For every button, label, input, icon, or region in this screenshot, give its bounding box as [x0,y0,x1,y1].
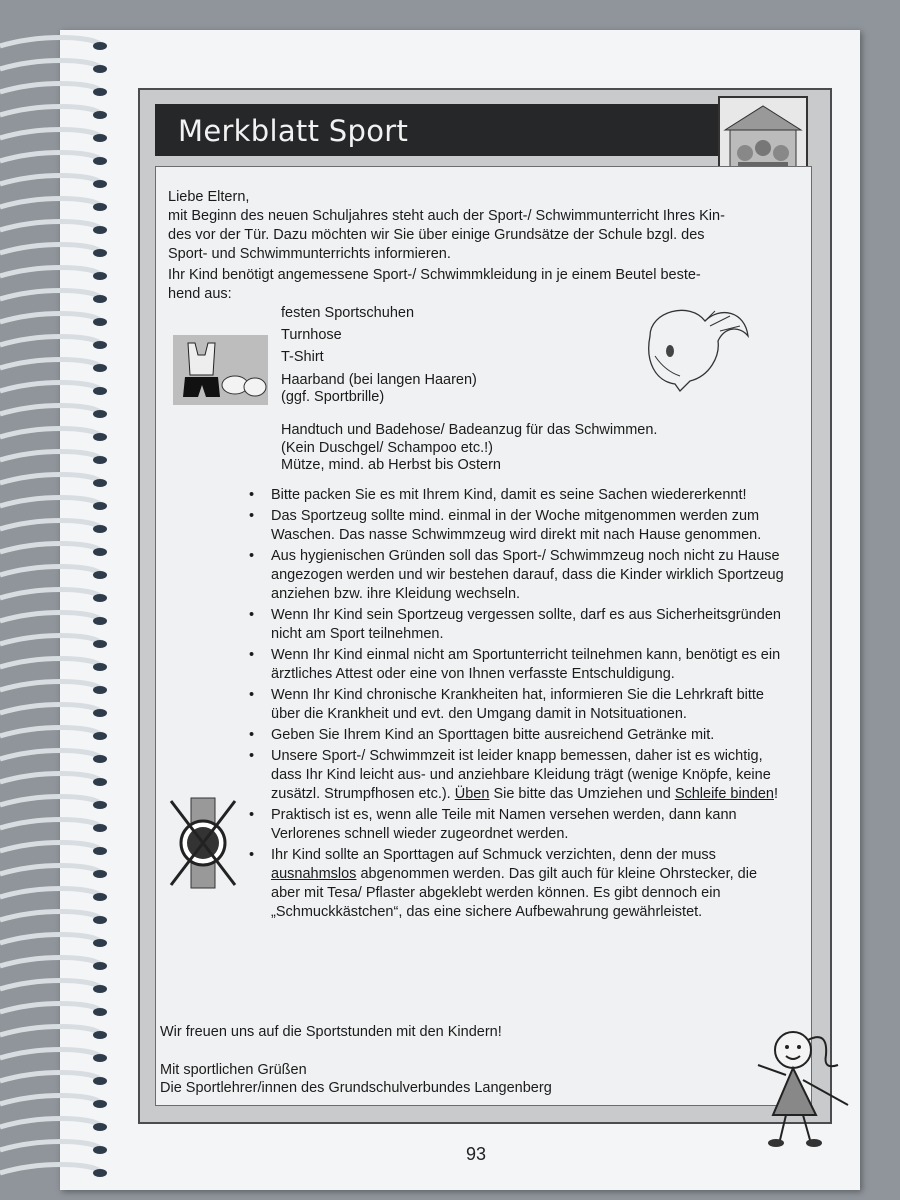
binding-ring [0,521,100,530]
binding-hole [93,617,107,625]
binding-ring [0,866,100,875]
binding-hole [93,801,107,809]
binding-hole [93,502,107,510]
binding-hole [93,824,107,832]
rule-item: • Wenn Ihr Kind sein Sportzeug vergessen sollte, darf es aus Sicherheitsgründen nicht am Sport teilnehmen. [249,607,781,642]
binding-ring [0,613,100,622]
binding-hole [93,295,107,303]
binding-hole [93,410,107,418]
binding-ring [0,61,100,70]
rule-item: • Wenn Ihr Kind chronische Krankheiten hat, informieren Sie die Lehrkraft bitte über die Krankheit und evt. den Umgang damit in Notsituationen. [249,687,764,722]
rule-item: • Unsere Sport-/ Schwimmzeit ist leider knapp bemessen, daher ist es wichtig, dass Ihr Kind leicht aus- und anziehbare Kleidung trägt (wenige Knöpfe, keine zusätzl. Strumpfhosen etc.). Üben Sie bitte das Umziehen und Schleife binden! [249,748,779,802]
binding-ring [0,406,100,415]
binding-ring [0,751,100,760]
intro-line: Ihr Kind benötigt angemessene Sport-/ Schwimmkleidung in je einem Beutel beste- [168,267,701,283]
binding-hole [93,916,107,924]
binding-ring [0,498,100,507]
binding-hole [93,686,107,694]
binding-hole [93,594,107,602]
closing-line: Wir freuen uns auf die Sportstunden mit den Kindern! [160,1024,502,1040]
binding-ring [0,636,100,645]
signoff: Mit sportlichen Grüßen [160,1062,307,1078]
binding-ring [0,1050,100,1059]
binding-hole [93,1008,107,1016]
binding-ring [0,958,100,967]
binding-ring [0,383,100,392]
binding-ring [0,314,100,323]
binding-ring [0,843,100,852]
binding-ring [0,452,100,461]
binding-hole [93,65,107,73]
binding-ring [0,130,100,139]
binding-ring [0,935,100,944]
binding-ring [0,590,100,599]
binding-ring [0,544,100,553]
binding-hole [93,1031,107,1039]
binding-ring [0,912,100,921]
clothing-item: Handtuch und Badehose/ Badeanzug für das Schwimmen. [281,422,658,438]
intro-line: hend aus: [168,286,232,302]
binding-hole [93,962,107,970]
binding-ring [0,222,100,231]
binding-hole [93,985,107,993]
girl-with-ponytail-illustration [620,296,755,396]
binding-ring [0,774,100,783]
binding-ring [0,176,100,185]
binding-ring [0,291,100,300]
binding-ring [0,682,100,691]
binding-hole [93,272,107,280]
clothing-item: (Kein Duschgel/ Schampoo etc.!) [281,440,493,456]
binding-hole [93,640,107,648]
binding-ring [0,1119,100,1128]
binding-ring [0,889,100,898]
rule-item: • Geben Sie Ihrem Kind an Sporttagen bitte ausreichend Getränke mit. [249,727,715,743]
binding-hole [93,571,107,579]
binding-hole [93,249,107,257]
intro-line: des vor der Tür. Dazu möchten wir Sie über einige Grundsätze der Schule bzgl. des [168,227,705,243]
binding-hole [93,1100,107,1108]
binding-ring [0,567,100,576]
binding-ring [0,1165,100,1174]
binding-hole [93,318,107,326]
binding-hole [93,1123,107,1131]
rule-item: • Bitte packen Sie es mit Ihrem Kind, damit es seine Sachen wiedererkennt! [249,487,747,503]
binding-ring [0,429,100,438]
binding-ring [0,1027,100,1036]
binding-hole [93,525,107,533]
rule-item: • Ihr Kind sollte an Sporttagen auf Schmuck verzichten, denn der muss ausnahmslos abgenommen werden. Das gilt auch für kleine Ohrstecker, die aber mit Tesa/ Pflaster abgeklebt werden können. Es gibt dennoch ein „Schmuckkästchen“, das eine sichere Aufbewahrung gewährleistet. [249,847,758,920]
binding-hole [93,456,107,464]
binding-hole [93,893,107,901]
page-title: Merkblatt Sport [178,114,409,148]
rule-item: • Praktisch ist es, wenn alle Teile mit Namen versehen werden, dann kann Verlorenes schnell wieder zugeordnet werden. [249,807,737,842]
greeting: Liebe Eltern, [168,189,250,205]
binding-hole [93,226,107,234]
binding-ring [0,475,100,484]
binding-ring [0,1004,100,1013]
page-number: 93 [466,1144,487,1164]
binding-ring [0,153,100,162]
intro-line: mit Beginn des neuen Schuljahres steht auch der Sport-/ Schwimmunterricht Ihres Kin- [168,208,725,224]
rule-item: • Aus hygienischen Gründen soll das Sport-/ Schwimmzeug noch nicht zu Hause angezogen werden und wir bestehen darauf, dass die Kinder wirklich Sportzeug anziehen bzw. ihre Kleidung wechseln. [249,548,784,602]
binding-hole [93,88,107,96]
intro-line: Sport- und Schwimmunterrichts informieren. [168,246,451,262]
binding-hole [93,341,107,349]
crossed-out-watch-icon [163,793,243,893]
binding-hole [93,778,107,786]
binding-hole [93,134,107,142]
binding-hole [93,870,107,878]
binding-ring [0,705,100,714]
clothing-item: T-Shirt [281,349,324,365]
binding-hole [93,1169,107,1177]
binding-hole [93,157,107,165]
binding-ring [0,1073,100,1082]
binding-ring [0,268,100,277]
binding-ring [0,981,100,990]
binding-ring [0,1096,100,1105]
signature: Die Sportlehrer/innen des Grundschulverbundes Langenberg [160,1080,552,1096]
clothing-item: festen Sportschuhen [281,305,415,321]
binding-ring [0,1142,100,1151]
binding-hole [93,1146,107,1154]
binding-hole [93,548,107,556]
binding-hole [93,939,107,947]
sportswear-illustration [173,335,268,405]
rule-item: • Das Sportzeug sollte mind. einmal in der Woche mitgenommen werden zum Waschen. Das nasse Schwimmzeug wird direkt mit nach Hause genommen. [249,508,762,543]
binding-hole [93,203,107,211]
rule-item: • Wenn Ihr Kind einmal nicht am Sportunterricht teilnehmen kann, benötigt es ein ärztliches Attest oder eine von Ihnen verfasste Entschuldigung. [249,647,781,682]
clothing-item: Turnhose [281,327,342,343]
clothing-item: Haarband (bei langen Haaren) [281,372,477,388]
binding-hole [93,732,107,740]
binding-hole [93,387,107,395]
binding-ring [0,659,100,668]
binding-ring [0,797,100,806]
binding-ring [0,245,100,254]
binding-ring [0,38,100,47]
binding-hole [93,1054,107,1062]
binding-hole [93,433,107,441]
cheering-child-illustration [748,1020,863,1155]
binding-ring [0,820,100,829]
binding-hole [93,111,107,119]
spiral-binding [0,30,120,1190]
rules-list [245,486,790,924]
binding-hole [93,663,107,671]
clothing-item: (ggf. Sportbrille) [281,389,385,405]
binding-ring [0,360,100,369]
binding-hole [93,847,107,855]
binding-ring [0,199,100,208]
binding-ring [0,728,100,737]
binding-ring [0,107,100,116]
binding-ring [0,337,100,346]
binding-hole [93,479,107,487]
binding-hole [93,709,107,717]
binding-ring [0,84,100,93]
binding-hole [93,755,107,763]
binding-hole [93,364,107,372]
clothing-item: Mütze, mind. ab Herbst bis Ostern [281,457,501,473]
binding-hole [93,42,107,50]
binding-hole [93,1077,107,1085]
binding-hole [93,180,107,188]
